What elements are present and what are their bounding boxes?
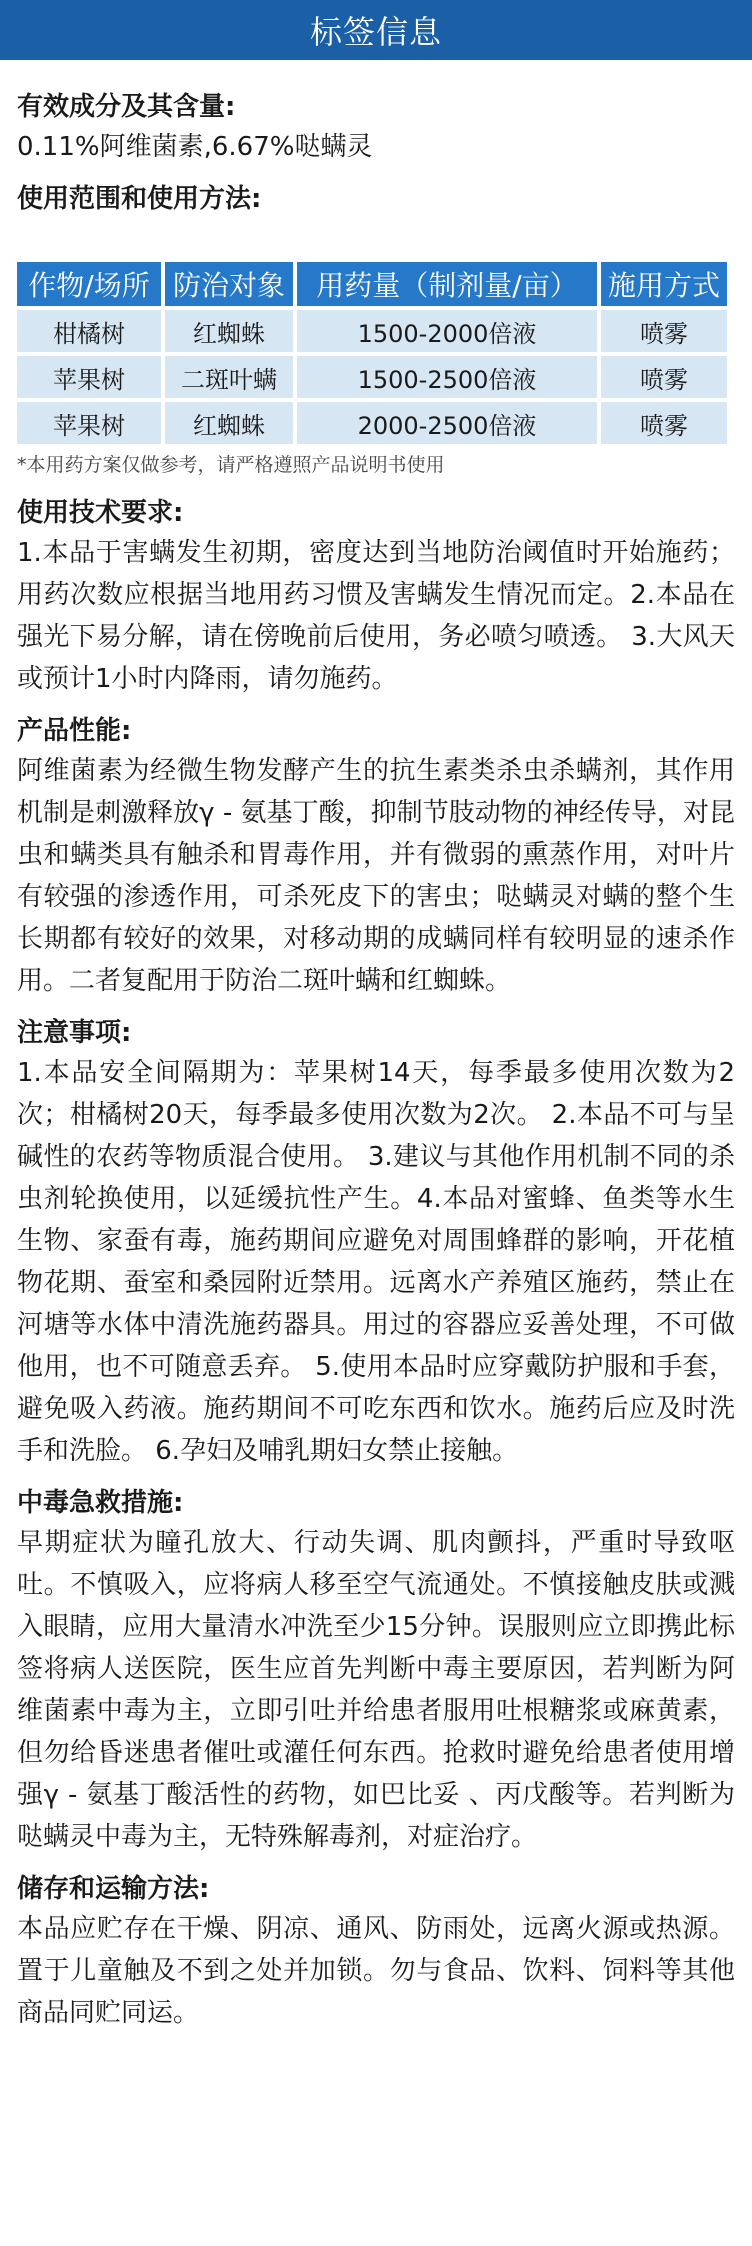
cell-dosage: 2000-2500倍液 <box>297 402 597 444</box>
performance-heading: 产品性能: <box>17 716 132 746</box>
cell-crop: 苹果树 <box>17 402 161 444</box>
cell-target: 二斑叶螨 <box>165 356 293 398</box>
cell-crop: 苹果树 <box>17 356 161 398</box>
usage-table <box>13 258 731 448</box>
precautions-heading: 注意事项: <box>17 1018 132 1048</box>
ingredients-heading: 有效成分及其含量: <box>17 92 236 122</box>
table-row <box>17 310 727 352</box>
cell-method: 喷雾 <box>601 310 727 352</box>
storage-text: 本品应贮存在干燥、阴凉、通风、防雨处，远离火源或热源。置于儿童触及不到之处并加锁。勿与食品、饮料、饲料等其他商品同贮同运。 <box>17 1914 735 2028</box>
technique-heading: 使用技术要求: <box>17 498 184 528</box>
firstaid-text: 早期症状为瞳孔放大、行动失调、肌肉颤抖，严重时导致呕吐。不慎吸入，应将病人移至空气流通处。不慎接触皮肤或溅入眼睛，应用大量清水冲洗至少15分钟。误服则应立即携此标签将病人送医院，医生应首先判断中毒主要原因，若判断为阿维菌素中毒为主，立即引吐并给患者服用吐根糖浆或麻黄素，但勿给昏迷患者催吐或灌任何东西。抢救时避免给患者使用增强γ - 氨基丁酸活性的药物，如巴比妥 、丙戊酸等。若判断为哒螨灵中毒为主，无特殊解毒剂，对症治疗。 <box>17 1528 735 1852</box>
cell-dosage: 1500-2000倍液 <box>297 310 597 352</box>
usage-table-header-row <box>17 262 727 306</box>
page-title: 标签信息 <box>309 13 442 51</box>
column-header-crop: 作物/场所 <box>17 262 161 306</box>
column-header-dosage: 用药量（制剂量/亩） <box>297 262 597 306</box>
column-header-target: 防治对象 <box>165 262 293 306</box>
column-header-method: 施用方式 <box>601 262 727 306</box>
cell-dosage: 1500-2500倍液 <box>297 356 597 398</box>
cell-method: 喷雾 <box>601 356 727 398</box>
precautions-text: 1.本品安全间隔期为：苹果树14天，每季最多使用次数为2次；柑橘树20天，每季最多使用次数为2次。 2.本品不可与呈碱性的农药等物质混合使用。 3.建议与其他作用机制不同的杀虫剂轮换使用，以延缓抗性产生。4.本品对蜜蜂、鱼类等水生生物、家蚕有毒，施药期间应避免对周围蜂群的影响，开花植物花期、蚕室和桑园附近禁用。远离水产养殖区施药，禁止在河塘等水体中清洗施药器具。用过的容器应妥善处理，不可做他用，也不可随意丢弃。 5.使用本品时应穿戴防护服和手套，避免吸入药液。施药期间不可吃东西和饮水。施药后应及时洗手和洗脸。 6.孕妇及哺乳期妇女禁止接触。 <box>17 1058 735 1466</box>
usage-note: *本用药方案仅做参考，请严格遵照产品说明书使用 <box>17 454 445 476</box>
label-content <box>0 88 752 2034</box>
cell-method: 喷雾 <box>601 402 727 444</box>
page-header <box>0 0 752 60</box>
table-row <box>17 402 727 444</box>
cell-target: 红蜘蛛 <box>165 402 293 444</box>
cell-target: 红蜘蛛 <box>165 310 293 352</box>
usage-heading: 使用范围和使用方法: <box>17 184 262 214</box>
table-row <box>17 356 727 398</box>
technique-text: 1.本品于害螨发生初期，密度达到当地防治阈值时开始施药；用药次数应根据当地用药习惯及害螨发生情况而定。2.本品在强光下易分解，请在傍晚前后使用，务必喷匀喷透。 3.大风天或预计1小时内降雨，请勿施药。 <box>17 538 735 694</box>
firstaid-heading: 中毒急救措施: <box>17 1488 184 1518</box>
performance-text: 阿维菌素为经微生物发酵产生的抗生素类杀虫杀螨剂，其作用机制是刺激释放γ - 氨基丁酸，抑制节肢动物的神经传导，对昆虫和螨类具有触杀和胃毒作用，并有微弱的熏蒸作用，对叶片有较强的渗透作用，可杀死皮下的害虫；哒螨灵对螨的整个生长期都有较好的效果，对移动期的成螨同样有较明显的速杀作用。二者复配用于防治二斑叶螨和红蜘蛛。 <box>17 756 735 996</box>
ingredients-value: 0.11%阿维菌素,6.67%哒螨灵 <box>17 132 373 162</box>
storage-heading: 储存和运输方法: <box>17 1874 210 1904</box>
cell-crop: 柑橘树 <box>17 310 161 352</box>
